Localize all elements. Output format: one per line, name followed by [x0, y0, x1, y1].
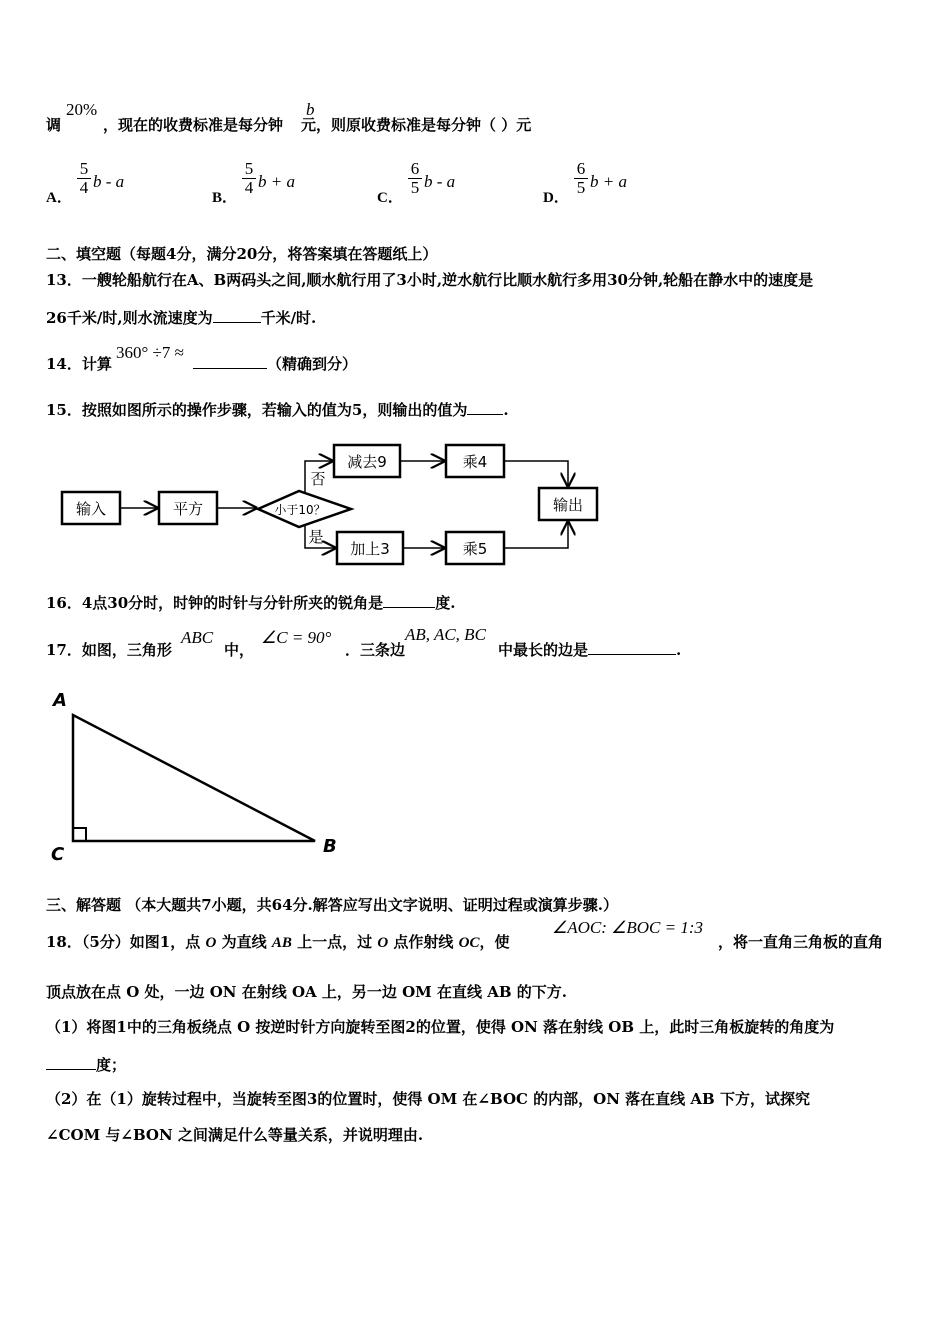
q18-answer-blank[interactable]	[46, 1069, 96, 1070]
q17-angle: ∠C = 90°	[261, 628, 332, 647]
q17-mid: 中，	[224, 641, 255, 659]
flow-sub9-label: 减去9	[347, 453, 387, 471]
q16-answer-blank[interactable]	[383, 607, 435, 608]
q17-sides: AB, AC, BC	[405, 625, 486, 644]
option-c-den: 5	[410, 178, 420, 197]
q13-line1: 13．一艘轮船航行在A、B两码头之间,顺水航行用了3小时,逆水航行比顺水航行多用30分钟,轮船在静水中的速度是	[46, 271, 814, 289]
q17-tail	[498, 640, 681, 660]
q18-line1	[46, 932, 510, 953]
q18-part2: （2）在（1）旋转过程中，当旋转至图3的位置时，使得 OM 在∠BOC 的内部，ON 落在直线 AB 下方，试探究	[46, 1090, 810, 1108]
q14-answer-blank[interactable]	[193, 368, 267, 369]
q15-text: 15．按照如图所示的操作步骤，若输入的值为5，则输出的值为	[46, 401, 468, 419]
q15-end: .	[503, 401, 509, 419]
q18-ratio: ∠AOC: ∠BOC = 1:3	[552, 918, 704, 937]
q14-expression: 360° ÷7 ≈	[116, 343, 184, 362]
flow-output-label: 输出	[552, 496, 584, 514]
q18-line1a: 18．（5分）如图1，点	[46, 933, 201, 951]
option-a-label: A．	[46, 190, 72, 206]
q17-answer-blank[interactable]	[588, 654, 676, 655]
triangle-shape	[73, 715, 315, 841]
q18-part1: （1）将图1中的三角板绕点 O 按逆时针方向旋转至图2的位置，使得 ON 落在射线 OB 上，此时三角板旋转的角度为	[46, 1018, 835, 1036]
option-a-expr: b - a	[93, 172, 125, 191]
vertex-c-label: C	[51, 844, 65, 865]
option-a-fraction	[77, 160, 91, 197]
option-d-num: 6	[574, 160, 588, 179]
q18-o2: O	[377, 935, 389, 951]
option-b-expr: b + a	[258, 172, 295, 191]
flow-no-label: 否	[310, 470, 326, 488]
q18-part2b: ∠COM 与∠BON 之间满足什么等量关系，并说明理由.	[46, 1126, 424, 1144]
flow-input-label: 输入	[75, 500, 107, 518]
triangle-figure	[45, 688, 355, 868]
option-b-label: B．	[212, 190, 238, 206]
q18-part1b-text: 度；	[96, 1056, 127, 1074]
vertex-b-label: B	[323, 836, 337, 857]
percent-superscript: 20%	[66, 100, 98, 119]
q16-end: 度.	[435, 594, 456, 612]
option-b-num: 5	[242, 160, 256, 179]
q18-line1c: 上一点，过	[297, 933, 373, 951]
q18-line1e: ，使	[479, 933, 510, 951]
flow-square-label: 平方	[172, 500, 204, 518]
q18-line1b: 为直线	[221, 933, 267, 951]
q12-mid: ，现在的收费标准是每分钟	[103, 116, 284, 134]
q12-lead: 调	[46, 116, 62, 134]
q13-unit: 千米/时.	[260, 309, 317, 327]
section-3-heading: 三、解答题 （本大题共7小题，共64分.解答应写出文字说明、证明过程或演算步骤.）	[46, 896, 618, 914]
q14-tail: （精确到分）	[267, 355, 358, 373]
q14-rest	[193, 354, 357, 374]
right-angle-mark	[73, 828, 86, 841]
q13-line2	[46, 308, 316, 328]
flow-decision-label: 小于10？	[274, 503, 326, 517]
q18-o1: O	[205, 935, 217, 951]
option-d-fraction	[574, 160, 588, 197]
q17-lead: 17．如图，三角形	[46, 641, 172, 659]
q15-line	[46, 400, 509, 420]
option-d-den: 5	[576, 178, 586, 197]
q15-answer-blank[interactable]	[467, 414, 503, 415]
flow-add3-label: 加上3	[350, 540, 390, 558]
option-b-fraction	[242, 160, 256, 197]
flowchart	[50, 432, 610, 572]
q14-lead: 14．计算	[46, 355, 112, 373]
option-a-den: 4	[79, 178, 89, 197]
flow-mul4-label: 乘4	[462, 453, 488, 471]
q17-tail-text: 中最长的边是	[498, 641, 589, 659]
q18-line1f: ，将一直角三角板的直角	[718, 933, 884, 951]
q18-ab: AB	[271, 935, 292, 951]
option-c-expr: b - a	[424, 172, 456, 191]
q12-line	[46, 115, 531, 135]
q18-line2: 顶点放在点 O 处，一边 ON 在射线 OA 上，另一边 OM 在直线 AB 的下方.	[46, 983, 567, 1001]
q17-triangle-name: ABC	[181, 628, 214, 647]
option-d-label: D．	[543, 190, 569, 206]
q18-part1b	[46, 1055, 126, 1075]
option-c-fraction	[408, 160, 422, 197]
q16-text: 16．4点30分时，时钟的时针与分针所夹的锐角是	[46, 594, 384, 612]
vertex-a-label: A	[53, 690, 67, 711]
q12-tail: 元，则原收费标准是每分钟（ ）元	[301, 116, 532, 134]
option-c-label: C．	[377, 190, 403, 206]
flow-yes-label: 是	[308, 528, 324, 546]
q18-oc: OC	[458, 935, 480, 951]
q16-line	[46, 593, 455, 613]
option-d-expr: b + a	[590, 172, 627, 191]
flow-mul5-label: 乘5	[462, 540, 488, 558]
option-a-num: 5	[77, 160, 91, 179]
q13-answer-blank[interactable]	[213, 322, 261, 323]
q17-mid2: ．三条边	[345, 641, 406, 659]
option-c-num: 6	[408, 160, 422, 179]
option-b-den: 4	[244, 178, 254, 197]
q18-line1d: 点作射线	[393, 933, 454, 951]
b-variable: b	[306, 100, 315, 119]
q13-text: 26千米/时,则水流速度为	[46, 309, 213, 327]
q17-end: .	[676, 641, 682, 659]
section-2-heading: 二、填空题（每题4分，满分20分，将答案填在答题纸上）	[46, 245, 438, 263]
